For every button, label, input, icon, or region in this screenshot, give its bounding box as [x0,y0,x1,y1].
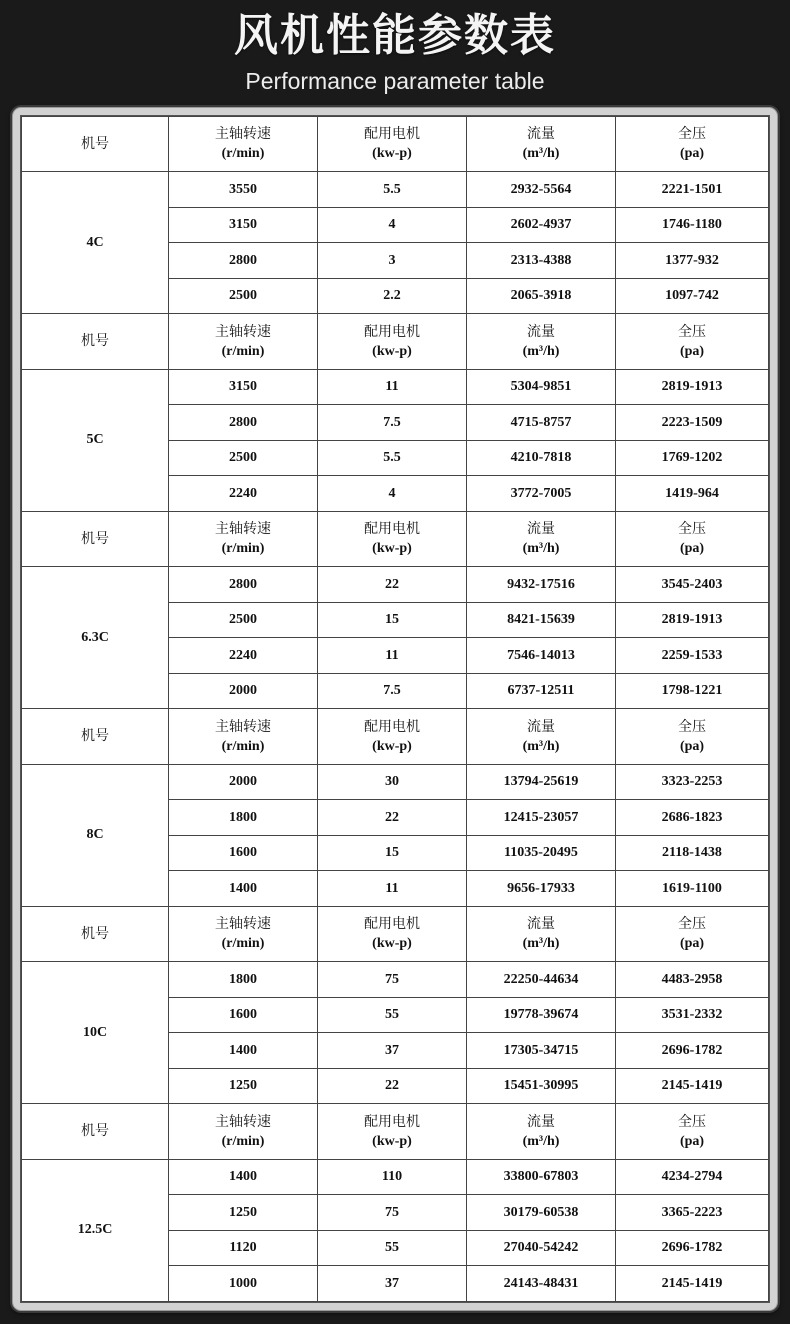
header-flow-unit: (m³/h) [522,541,560,557]
header-flow-label: 流量 [527,521,555,538]
speed-cell: 2500 [169,602,318,638]
speed-cell: 3150 [169,369,318,405]
header-speed-unit: (r/min) [221,1133,265,1149]
header-row [22,1104,769,1159]
header-model-label: 机号 [81,1123,109,1140]
pressure-cell: 2145-1419 [616,1068,769,1104]
header-pressure-label: 全压 [678,718,706,735]
header-pressure [616,709,769,764]
flow-cell: 17305-34715 [467,1033,616,1069]
performance-table-body [22,117,769,1302]
pressure-cell: 3531-2332 [616,997,769,1033]
header-row [22,117,769,172]
speed-cell: 1400 [169,1159,318,1195]
motor-cell: 7.5 [318,405,467,441]
header-pressure-label: 全压 [678,521,706,538]
pressure-cell: 2696-1782 [616,1230,769,1266]
header-flow [467,314,616,369]
header-pressure [616,117,769,172]
pressure-cell: 1769-1202 [616,440,769,476]
header-pressure-label: 全压 [678,323,706,340]
speed-cell: 1600 [169,997,318,1033]
flow-cell: 30179-60538 [467,1195,616,1231]
page-title: 风机性能参数表 [234,10,556,61]
motor-cell: 5.5 [318,440,467,476]
table-frame [12,107,778,1311]
speed-cell: 1120 [169,1230,318,1266]
speed-cell: 2240 [169,638,318,674]
performance-table [21,116,769,1302]
motor-cell: 11 [318,638,467,674]
header-pressure-unit: (pa) [679,1133,705,1149]
speed-cell: 2800 [169,405,318,441]
header-model-label: 机号 [81,530,109,547]
motor-cell: 7.5 [318,673,467,709]
header-pressure-unit: (pa) [679,738,705,754]
flow-cell: 6737-12511 [467,673,616,709]
pressure-cell: 1798-1221 [616,673,769,709]
pressure-cell: 2259-1533 [616,638,769,674]
motor-cell: 22 [318,1068,467,1104]
header-flow-unit: (m³/h) [522,738,560,754]
table-row [22,172,769,208]
model-cell: 10C [22,962,169,1104]
speed-cell: 1800 [169,800,318,836]
header-flow-unit: (m³/h) [522,1133,560,1149]
header-speed [169,1104,318,1159]
motor-cell: 30 [318,764,467,800]
header-speed-label: 主轴转速 [215,718,271,735]
motor-cell: 110 [318,1159,467,1195]
header-pressure [616,1104,769,1159]
flow-cell: 9656-17933 [467,871,616,907]
header-speed-unit: (r/min) [221,541,265,557]
flow-cell: 4210-7818 [467,440,616,476]
header-motor-unit: (kw-p) [372,936,412,952]
header-motor [318,709,467,764]
speed-cell: 1250 [169,1068,318,1104]
speed-cell: 1400 [169,871,318,907]
table-row [22,369,769,405]
header-motor-label: 配用电机 [364,916,420,933]
header-flow [467,511,616,566]
header-model-label: 机号 [81,135,109,152]
header-motor-label: 配用电机 [364,1113,420,1130]
header-model [22,906,169,961]
pressure-cell: 1377-932 [616,243,769,279]
flow-cell: 24143-48431 [467,1266,616,1302]
header-speed-label: 主轴转速 [215,1113,271,1130]
flow-cell: 2602-4937 [467,207,616,243]
flow-cell: 5304-9851 [467,369,616,405]
header-pressure [616,906,769,961]
table-row [22,1159,769,1195]
header-pressure-label: 全压 [678,126,706,143]
speed-cell: 1600 [169,835,318,871]
header-pressure-unit: (pa) [679,343,705,359]
header-motor-label: 配用电机 [364,718,420,735]
pressure-cell: 2819-1913 [616,369,769,405]
header-motor [318,1104,467,1159]
motor-cell: 37 [318,1266,467,1302]
flow-cell: 4715-8757 [467,405,616,441]
pressure-cell: 1097-742 [616,278,769,314]
pressure-cell: 2696-1782 [616,1033,769,1069]
pressure-cell: 3323-2253 [616,764,769,800]
header-model [22,709,169,764]
header-pressure-label: 全压 [678,916,706,933]
header-pressure-label: 全压 [678,1113,706,1130]
flow-cell: 15451-30995 [467,1068,616,1104]
header-model [22,511,169,566]
header-row [22,906,769,961]
header-speed-label: 主轴转速 [215,916,271,933]
pressure-cell: 1746-1180 [616,207,769,243]
pressure-cell: 3365-2223 [616,1195,769,1231]
speed-cell: 1250 [169,1195,318,1231]
header-flow-label: 流量 [527,126,555,143]
header-flow [467,1104,616,1159]
speed-cell: 2000 [169,673,318,709]
flow-cell: 33800-67803 [467,1159,616,1195]
speed-cell: 1800 [169,962,318,998]
header-row [22,314,769,369]
model-cell: 4C [22,172,169,314]
motor-cell: 15 [318,602,467,638]
header-speed-unit: (r/min) [221,343,265,359]
speed-cell: 2800 [169,567,318,603]
table-row [22,962,769,998]
pressure-cell: 4234-2794 [616,1159,769,1195]
header-motor-label: 配用电机 [364,521,420,538]
header-motor-unit: (kw-p) [372,343,412,359]
page-header [0,0,790,105]
header-motor [318,906,467,961]
flow-cell: 7546-14013 [467,638,616,674]
header-pressure-unit: (pa) [679,936,705,952]
motor-cell: 3 [318,243,467,279]
header-speed [169,906,318,961]
header-motor-unit: (kw-p) [372,738,412,754]
header-speed-unit: (r/min) [221,146,265,162]
header-flow-label: 流量 [527,323,555,340]
motor-cell: 5.5 [318,172,467,208]
speed-cell: 2000 [169,764,318,800]
model-cell: 8C [22,764,169,906]
header-model-label: 机号 [81,925,109,942]
motor-cell: 22 [318,567,467,603]
header-flow-label: 流量 [527,718,555,735]
header-model [22,1104,169,1159]
header-flow-label: 流量 [527,1113,555,1130]
header-model [22,117,169,172]
motor-cell: 11 [318,369,467,405]
flow-cell: 19778-39674 [467,997,616,1033]
motor-cell: 2.2 [318,278,467,314]
pressure-cell: 2221-1501 [616,172,769,208]
motor-cell: 4 [318,476,467,512]
header-flow [467,709,616,764]
model-cell: 12.5C [22,1159,169,1301]
header-speed [169,314,318,369]
header-model [22,314,169,369]
flow-cell: 27040-54242 [467,1230,616,1266]
header-flow [467,906,616,961]
flow-cell: 2932-5564 [467,172,616,208]
header-motor [318,511,467,566]
flow-cell: 12415-23057 [467,800,616,836]
flow-cell: 8421-15639 [467,602,616,638]
header-pressure-unit: (pa) [679,541,705,557]
header-flow-label: 流量 [527,916,555,933]
header-motor [318,314,467,369]
header-flow-unit: (m³/h) [522,146,560,162]
header-speed-unit: (r/min) [221,738,265,754]
speed-cell: 2800 [169,243,318,279]
header-motor [318,117,467,172]
page-subtitle: Performance parameter table [245,68,545,94]
header-model-label: 机号 [81,728,109,745]
header-flow-unit: (m³/h) [522,936,560,952]
header-motor-label: 配用电机 [364,323,420,340]
speed-cell: 3550 [169,172,318,208]
header-speed-unit: (r/min) [221,936,265,952]
header-motor-unit: (kw-p) [372,541,412,557]
pressure-cell: 2118-1438 [616,835,769,871]
header-flow-unit: (m³/h) [522,343,560,359]
header-motor-unit: (kw-p) [372,1133,412,1149]
header-pressure [616,314,769,369]
speed-cell: 3150 [169,207,318,243]
table-row [22,764,769,800]
speed-cell: 2240 [169,476,318,512]
motor-cell: 75 [318,962,467,998]
header-speed-label: 主轴转速 [215,126,271,143]
header-speed [169,511,318,566]
pressure-cell: 4483-2958 [616,962,769,998]
header-pressure-unit: (pa) [679,146,705,162]
header-motor-label: 配用电机 [364,126,420,143]
flow-cell: 11035-20495 [467,835,616,871]
header-row [22,709,769,764]
header-row [22,511,769,566]
header-speed [169,117,318,172]
model-cell: 6.3C [22,567,169,709]
pressure-cell: 3545-2403 [616,567,769,603]
motor-cell: 4 [318,207,467,243]
motor-cell: 75 [318,1195,467,1231]
flow-cell: 22250-44634 [467,962,616,998]
speed-cell: 2500 [169,278,318,314]
pressure-cell: 2223-1509 [616,405,769,441]
header-flow [467,117,616,172]
pressure-cell: 2819-1913 [616,602,769,638]
header-model-label: 机号 [81,333,109,350]
flow-cell: 2313-4388 [467,243,616,279]
flow-cell: 3772-7005 [467,476,616,512]
flow-cell: 13794-25619 [467,764,616,800]
flow-cell: 9432-17516 [467,567,616,603]
speed-cell: 1400 [169,1033,318,1069]
motor-cell: 11 [318,871,467,907]
motor-cell: 15 [318,835,467,871]
motor-cell: 55 [318,997,467,1033]
motor-cell: 55 [318,1230,467,1266]
flow-cell: 2065-3918 [467,278,616,314]
speed-cell: 2500 [169,440,318,476]
pressure-cell: 2686-1823 [616,800,769,836]
motor-cell: 22 [318,800,467,836]
motor-cell: 37 [318,1033,467,1069]
model-cell: 5C [22,369,169,511]
table-container [20,115,770,1303]
speed-cell: 1000 [169,1266,318,1302]
pressure-cell: 1419-964 [616,476,769,512]
table-row [22,567,769,603]
pressure-cell: 1619-1100 [616,871,769,907]
header-speed-label: 主轴转速 [215,323,271,340]
header-motor-unit: (kw-p) [372,146,412,162]
header-speed [169,709,318,764]
header-pressure [616,511,769,566]
pressure-cell: 2145-1419 [616,1266,769,1302]
header-speed-label: 主轴转速 [215,521,271,538]
